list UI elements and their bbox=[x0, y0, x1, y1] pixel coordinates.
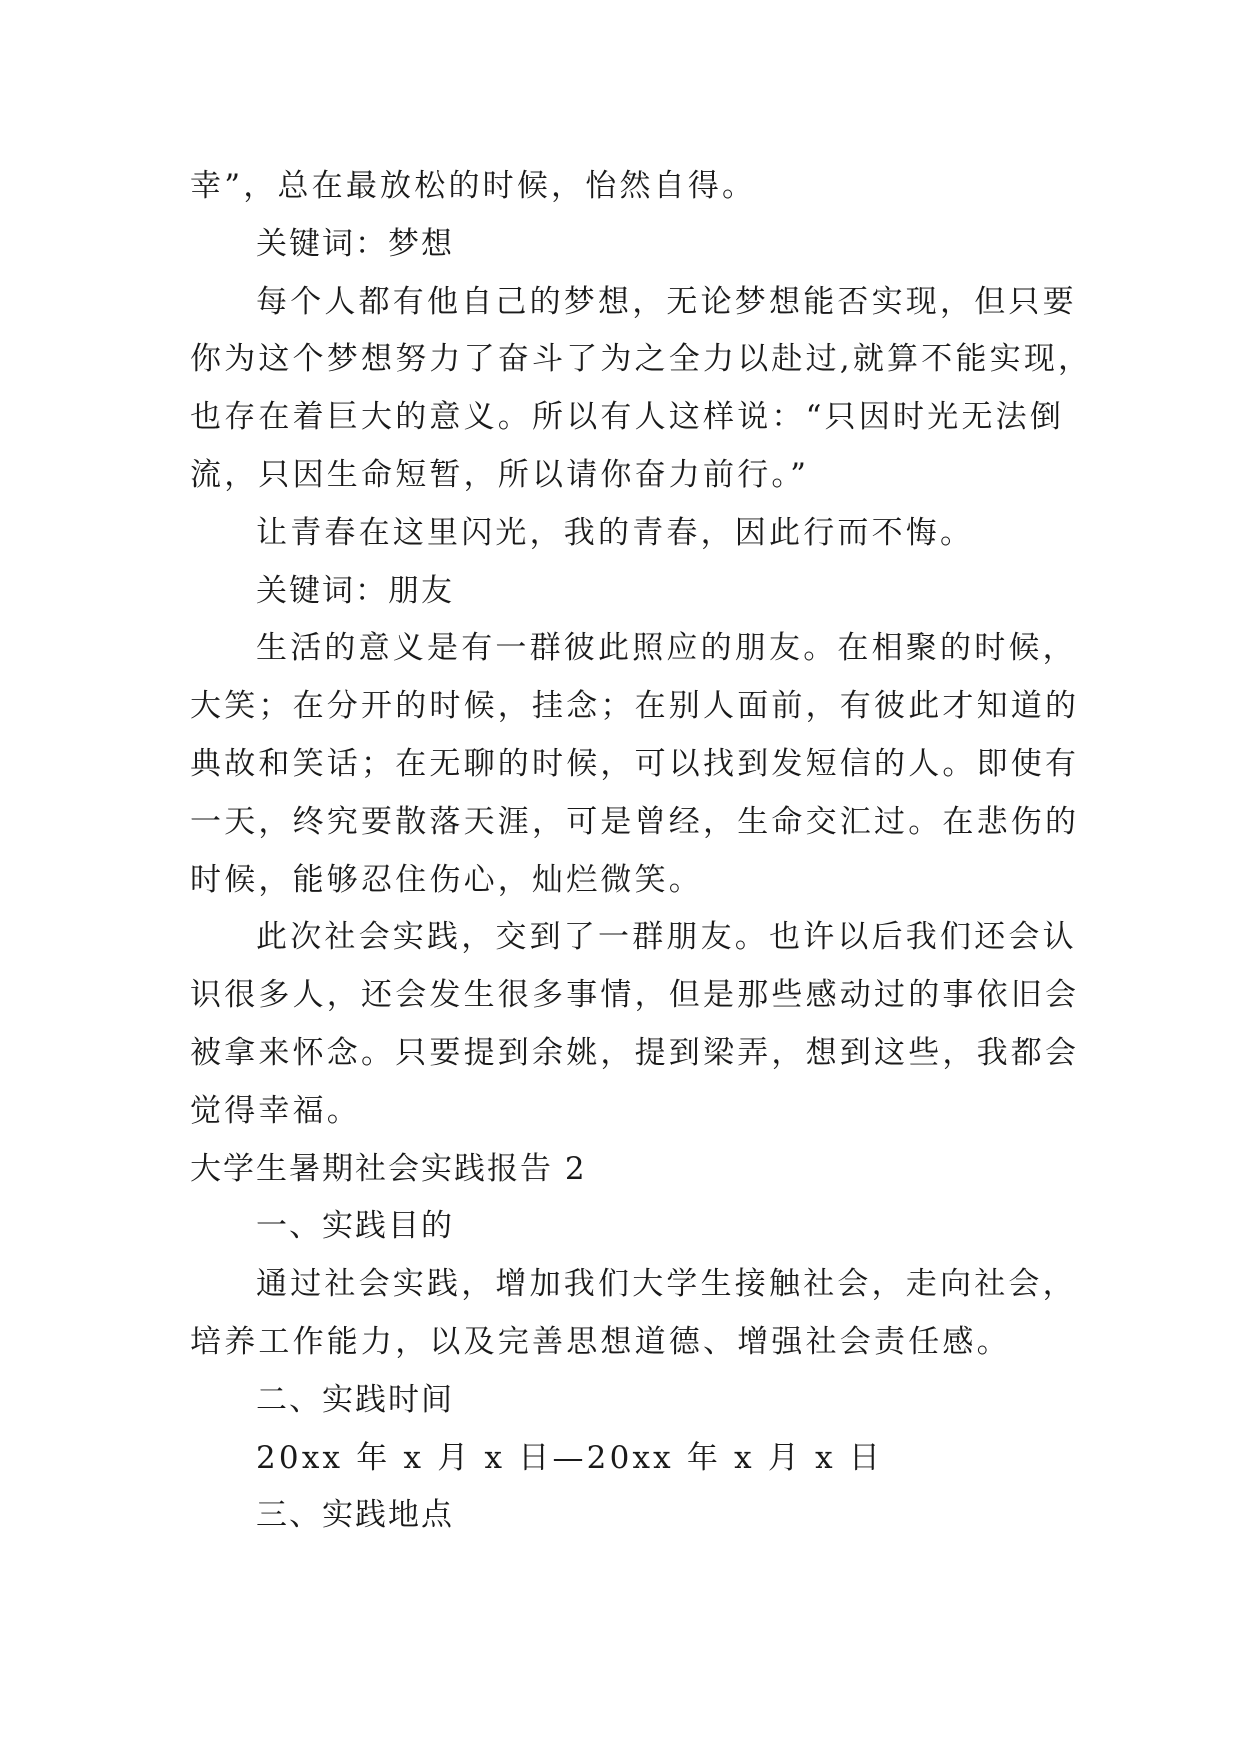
section-heading: 一、实践目的 bbox=[256, 1208, 454, 1245]
paragraph-line: 每个人都有他自己的梦想，无论梦想能否实现，但只要 bbox=[256, 283, 1077, 320]
section-heading: 二、实践时间 bbox=[256, 1381, 454, 1418]
paragraph-line: 觉得幸福。 bbox=[190, 1092, 361, 1129]
section-heading: 三、实践地点 bbox=[256, 1497, 454, 1534]
paragraph-line: 被拿来怀念。只要提到余姚，提到梁弄，想到这些，我都会 bbox=[190, 1034, 1080, 1071]
report-title: 大学生暑期社会实践报告 2 bbox=[190, 1150, 587, 1187]
paragraph-line: 时候，能够忍住伤心，灿烂微笑。 bbox=[190, 861, 703, 898]
paragraph-line: 生活的意义是有一群彼此照应的朋友。在相聚的时候， bbox=[256, 630, 1077, 667]
document-body bbox=[190, 158, 1093, 1545]
paragraph-line: 此次社会实践，交到了一群朋友。也许以后我们还会认 bbox=[256, 919, 1077, 956]
paragraph-line: 你为这个梦想努力了奋斗了为之全力以赴过,就算不能实现， bbox=[190, 341, 1093, 378]
paragraph-line: 一天，终究要散落天涯，可是曾经，生命交汇过。在悲伤的 bbox=[190, 803, 1080, 840]
paragraph-line: 识很多人，还会发生很多事情，但是那些感动过的事依旧会 bbox=[190, 977, 1080, 1014]
paragraph-line: 幸”，总在最放松的时候，怡然自得。 bbox=[190, 168, 757, 204]
keyword-heading: 关键词：朋友 bbox=[256, 572, 454, 609]
paragraph-line: 让青春在这里闪光，我的青春，因此行而不悔。 bbox=[256, 514, 975, 551]
date-range: 20xx 年 x 月 x 日—20xx 年 x 月 x 日 bbox=[256, 1439, 884, 1476]
paragraph-line: 也存在着巨大的意义。所以有人这样说：“只因时光无法倒 bbox=[190, 399, 1065, 436]
paragraph-line: 培养工作能力，以及完善思想道德、增强社会责任感。 bbox=[190, 1323, 1011, 1360]
paragraph-line: 大笑；在分开的时候，挂念；在别人面前，有彼此才知道的 bbox=[190, 688, 1080, 725]
keyword-heading: 关键词：梦想 bbox=[256, 225, 454, 262]
paragraph-line: 典故和笑话；在无聊的时候，可以找到发短信的人。即使有 bbox=[190, 745, 1080, 782]
paragraph-line: 流，只因生命短暂，所以请你奋力前行。” bbox=[190, 456, 810, 493]
paragraph-line: 通过社会实践，增加我们大学生接触社会，走向社会， bbox=[256, 1266, 1077, 1303]
